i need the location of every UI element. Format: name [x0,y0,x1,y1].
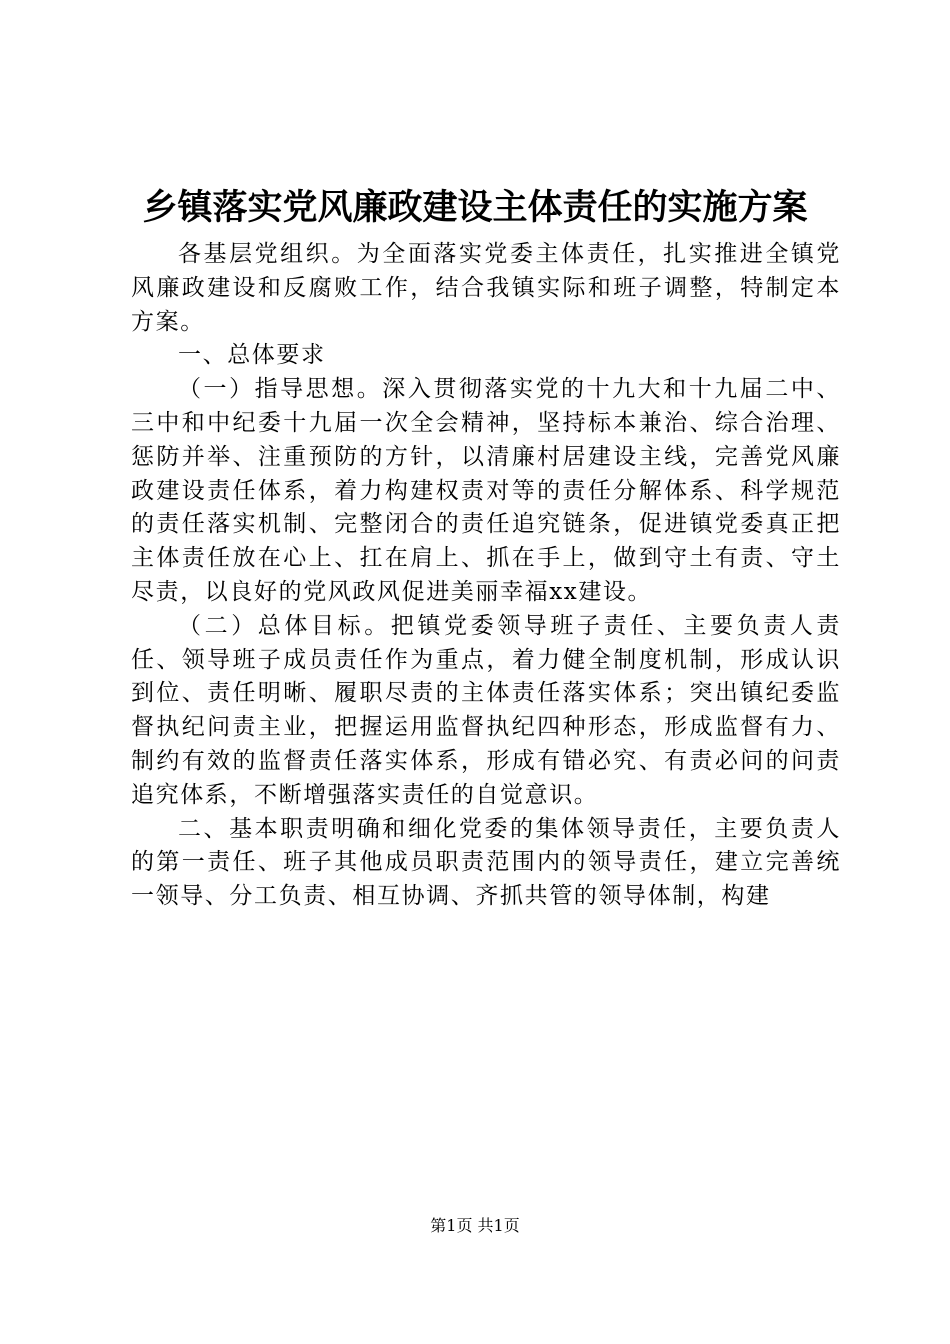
paragraph-overall-goal: （二）总体目标。把镇党委领导班子责任、主要负责人责任、领导班子成员责任作为重点，着力健全制度机制，形成认识到位、责任明晰、履职尽责的主体责任落实体系；突出镇纪委监督执纪问责主业，把握运用监督执纪四种形态，形成监督有力、制约有效的监督责任落实体系，形成有错必究、有责必问的问责追究体系，不断增强落实责任的自觉意识。 [131,612,841,808]
section-heading-general-requirements: 一、总体要求 [178,342,326,369]
document-title: 乡镇落实党风廉政建设主体责任的实施方案 [142,187,808,228]
paragraph-basic-duties: 二、基本职责明确和细化党委的集体领导责任，主要负责人的第一责任、班子其他成员职责范围内的领导责任，建立完善统一领导、分工负责、相互协调、齐抓共管的领导体制，构建 [131,815,841,910]
document-body [131,238,841,914]
page-footer: 第1页 共1页 [430,1216,520,1235]
paragraph-guiding-ideology: （一）指导思想。深入贯彻落实党的十九大和十九届二中、三中和中纪委十九届一次全会精神，坚持标本兼治、综合治理、惩防并举、注重预防的方针，以清廉村居建设主线，完善党风廉政建设责任体系，着力构建权责对等的责任分解体系、科学规范的责任落实机制、完整闭合的责任追究链条，促进镇党委真正把主体责任放在心上、扛在肩上、抓在手上，做到守土有责、守土尽责，以良好的党风政风促进美丽幸福xx建设。 [131,376,841,605]
paragraph-intro: 各基层党组织。为全面落实党委主体责任，扎实推进全镇党风廉政建设和反腐败工作，结合我镇实际和班子调整，特制定本方案。 [131,241,841,335]
